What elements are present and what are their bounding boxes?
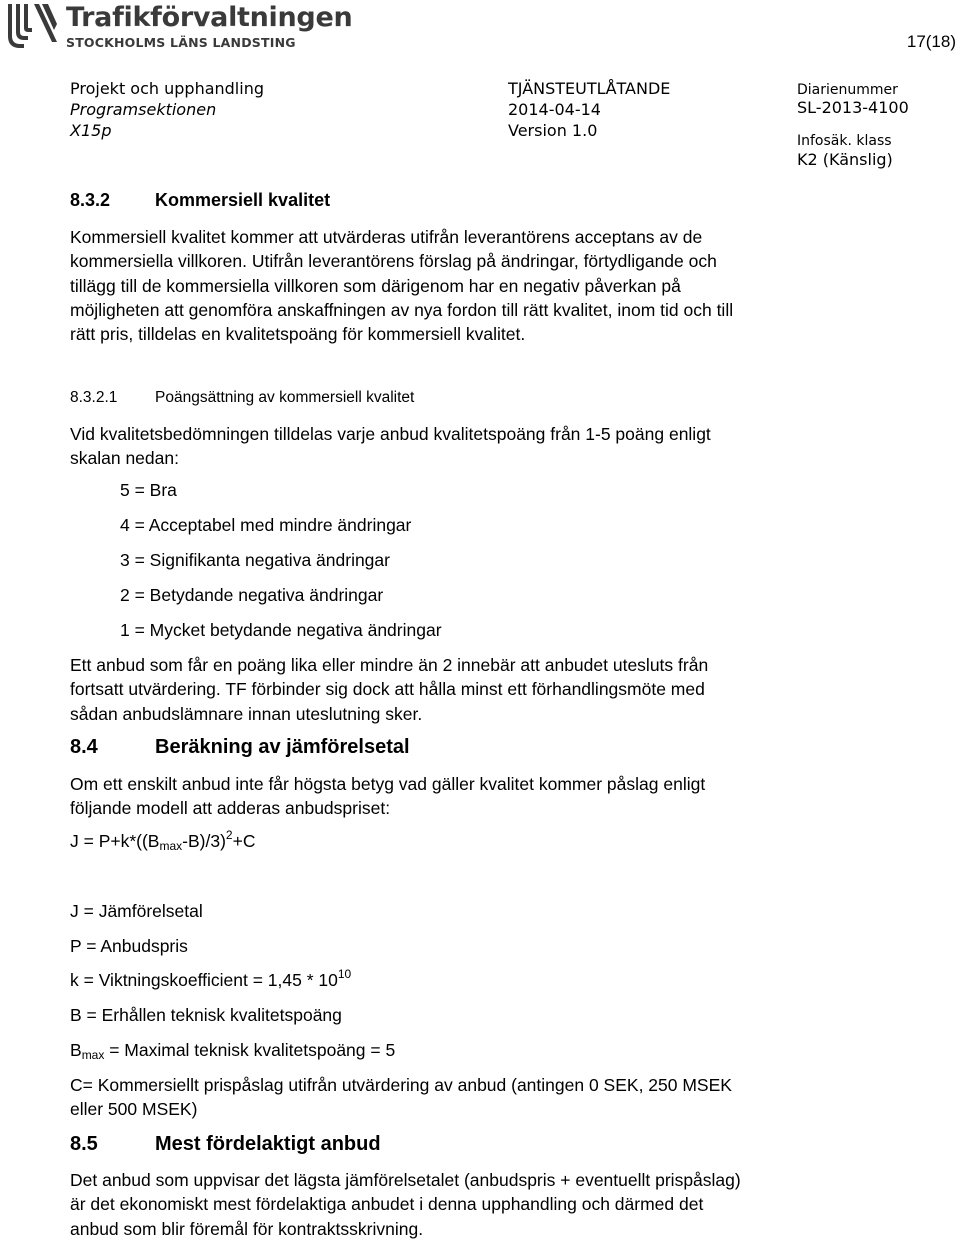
paragraph-line: är det ekonomiskt mest fördelaktiga anbudet i denna upphandling och därmed det xyxy=(70,1194,704,1215)
section-8-3-2-1-number: 8.3.2.1 xyxy=(70,389,118,406)
section-8-3-2-text xyxy=(70,225,733,346)
scale-item-5: 5 = Bra xyxy=(120,480,177,500)
formula-part: -B)/3) xyxy=(182,831,226,851)
definition-p: P = Anbudspris xyxy=(70,936,188,956)
header-version: Version 1.0 xyxy=(508,121,598,140)
page-number: 17(18) xyxy=(906,32,956,51)
section-8-3-2-1-outro xyxy=(70,653,708,726)
paragraph-line: skalan nedan: xyxy=(70,448,179,469)
paragraph-line: Kommersiell kvalitet kommer att utvärderas utifrån leverantörens acceptans av de xyxy=(70,227,703,247)
paragraph-line: kommersiella villkoren. Utifrån leverantörens förslag på ändringar, förtydligande och xyxy=(70,251,717,272)
paragraph-line: Om ett enskilt anbud inte får högsta betyg vad gäller kvalitet kommer påslag enligt xyxy=(70,774,706,794)
header-diarie-value: SL-2013-4100 xyxy=(797,98,909,117)
paragraph-line: tillägg till de kommersiella villkoren som därigenom har en negativ påverkan på xyxy=(70,275,681,296)
formula-part: +C xyxy=(232,831,256,851)
section-8-5-text xyxy=(70,1168,741,1241)
section-8-3-2-1-intro xyxy=(70,422,711,471)
paragraph-line: Ett anbud som får en poäng lika eller mindre än 2 innebär att anbudet utesluts från xyxy=(70,655,709,675)
formula-subscript: max xyxy=(159,839,183,853)
section-8-5-title: Mest fördelaktigt anbud xyxy=(155,1133,381,1155)
scale-item-3: 3 = Signifikanta negativa ändringar xyxy=(120,550,390,570)
definition-j: J = Jämförelsetal xyxy=(70,901,203,921)
definition-k xyxy=(70,967,352,991)
header-diarie-label: Diarienummer xyxy=(797,82,898,98)
section-8-4-intro xyxy=(70,772,705,821)
header-infosak-label: Infosäk. klass xyxy=(797,133,892,149)
header-project: X15p xyxy=(70,121,112,140)
header-department: Projekt och upphandling xyxy=(70,79,264,98)
scale-item-1: 1 = Mycket betydande negativa ändringar xyxy=(120,620,442,640)
header-doc-type: TJÄNSTEUTLÅTANDE xyxy=(508,79,671,98)
paragraph-line: sådan anbudslämnare innan uteslutning sker. xyxy=(70,703,423,724)
header-section: Programsektionen xyxy=(70,100,217,119)
trafikforvaltningen-logo-icon xyxy=(2,2,58,50)
definition-k-text: k = Viktningskoefficient = 1,45 * 10 xyxy=(70,970,338,990)
paragraph-line: Vid kvalitetsbedömningen tilldelas varje anbud kvalitetspoäng från 1-5 poäng enligt xyxy=(70,424,711,444)
paragraph-line: Det anbud som uppvisar det lägsta jämförelsetalet (anbudspris + eventuellt prispåslag) xyxy=(70,1170,741,1190)
definition-b: B = Erhållen teknisk kvalitetspoäng xyxy=(70,1005,342,1025)
definition-bmax-subscript: max xyxy=(81,1048,105,1062)
section-8-4-number: 8.4 xyxy=(70,736,98,758)
section-8-4-title: Beräkning av jämförelsetal xyxy=(155,736,410,758)
definition-bmax xyxy=(70,1040,395,1061)
paragraph-line: anbud som blir föremål för kontraktsskrivning. xyxy=(70,1218,424,1239)
definition-bmax-symbol: B xyxy=(70,1040,82,1060)
definition-c xyxy=(70,1073,732,1122)
logo-subtitle: STOCKHOLMS LÄNS LANDSTING xyxy=(66,35,296,50)
paragraph-line: följande modell att adderas anbudspriset: xyxy=(70,798,391,819)
formula-superscript: 2 xyxy=(225,828,233,842)
scale-item-4: 4 = Acceptabel med mindre ändringar xyxy=(120,515,412,535)
logo-name: Trafikförvaltningen xyxy=(66,2,353,33)
paragraph-line: C= Kommersiellt prispåslag utifrån utvärdering av anbud (antingen 0 SEK, 250 MSEK xyxy=(70,1075,732,1095)
formula-part: J = P+k*((B xyxy=(70,831,160,851)
organization-logo xyxy=(2,0,353,58)
section-8-3-2-1-title: Poängsättning av kommersiell kvalitet xyxy=(155,389,415,406)
paragraph-line: rätt pris, tilldelas en kvalitetspoäng för kommersiell kvalitet. xyxy=(70,324,526,345)
section-8-5-number: 8.5 xyxy=(70,1133,98,1155)
paragraph-line: eller 500 MSEK) xyxy=(70,1099,198,1120)
header-infosak-value: K2 (Känslig) xyxy=(797,150,893,169)
section-8-3-2-title: Kommersiell kvalitet xyxy=(155,190,331,210)
scale-item-2: 2 = Betydande negativa ändringar xyxy=(120,585,384,605)
section-8-3-2-number: 8.3.2 xyxy=(70,190,111,210)
paragraph-line: möjligheten att genomföra anskaffningen av nya fordon till rätt kvalitet, inom tid och till xyxy=(70,299,734,320)
paragraph-line: fortsatt utvärdering. TF förbinder sig dock att hålla minst ett förhandlingsmöte med xyxy=(70,679,705,700)
definition-k-exponent: 10 xyxy=(337,967,352,981)
definition-bmax-text: = Maximal teknisk kvalitetspoäng = 5 xyxy=(104,1040,396,1060)
header-date: 2014-04-14 xyxy=(508,100,601,119)
comparison-formula xyxy=(70,828,256,853)
